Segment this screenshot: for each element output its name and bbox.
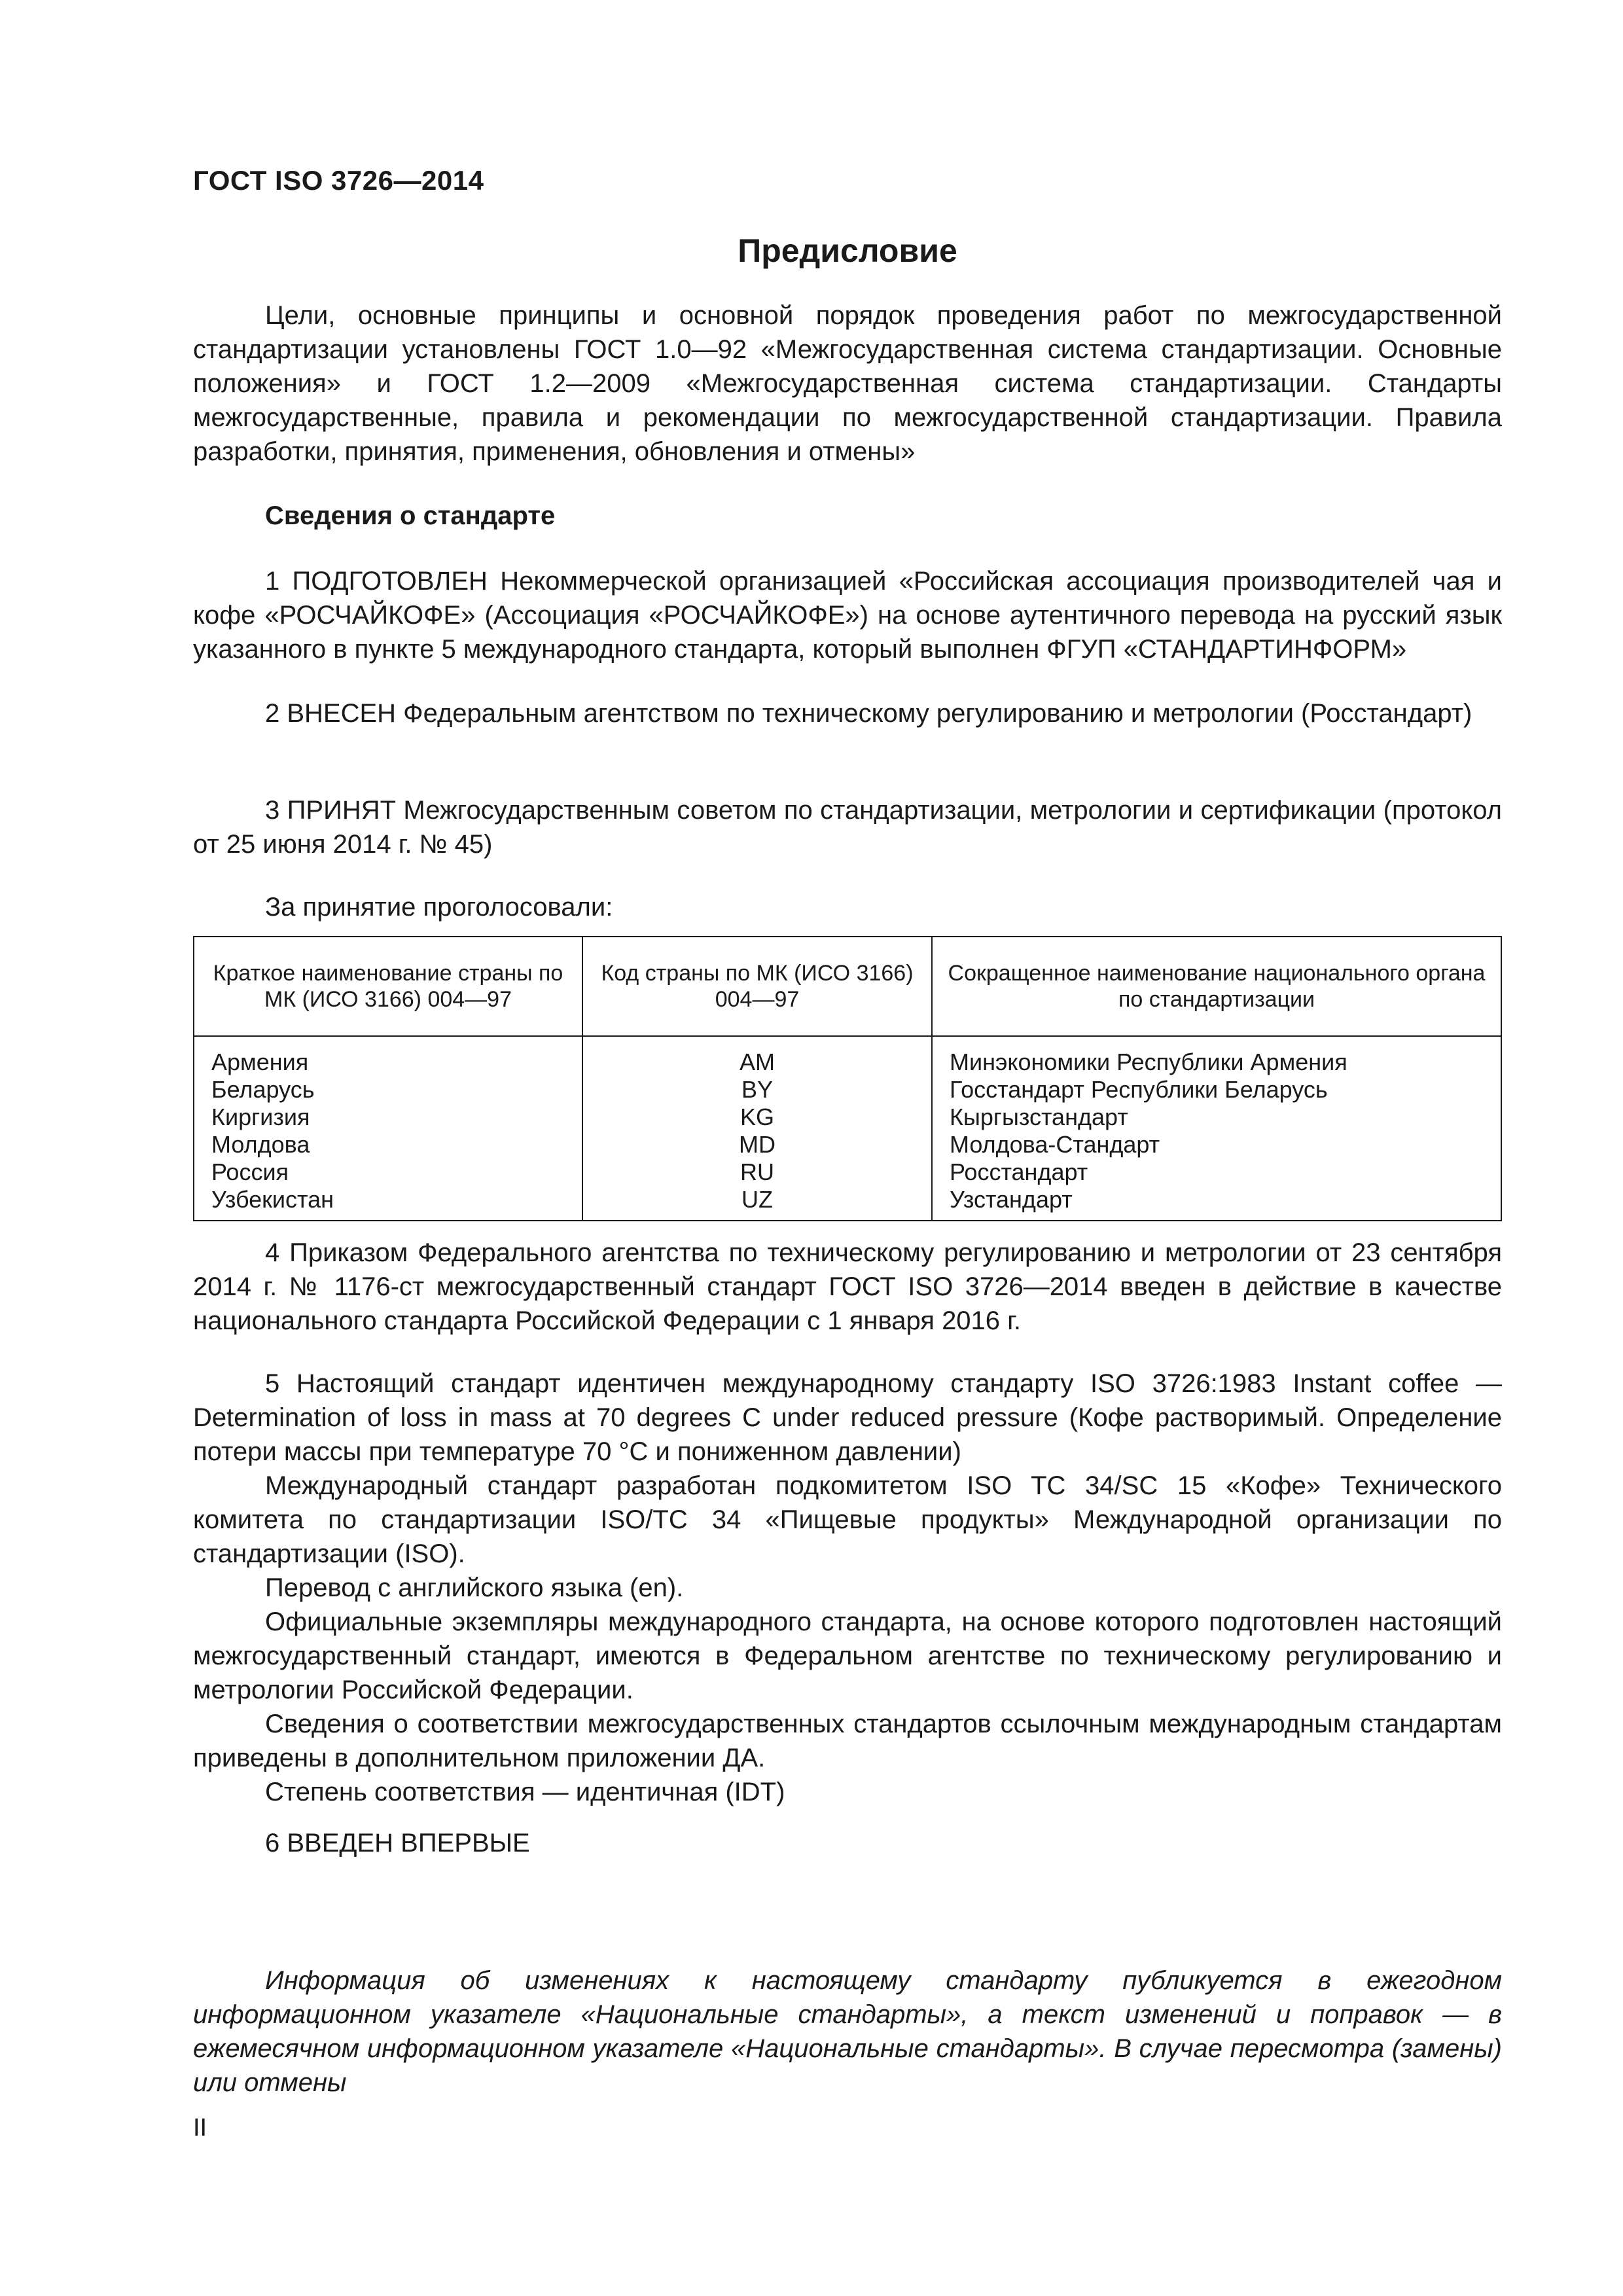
code-cell: RU — [582, 1158, 932, 1186]
table-row — [194, 1131, 1501, 1158]
body-cell: Госстандарт Республики Беларусь — [932, 1076, 1501, 1103]
country-cell: Молдова — [194, 1131, 582, 1158]
code-cell: UZ — [582, 1186, 932, 1221]
page-number: II — [193, 2114, 207, 2142]
code-cell: KG — [582, 1103, 932, 1131]
page-title: Предисловие — [738, 232, 957, 269]
table-row — [194, 1158, 1501, 1186]
item-1-paragraph: 1 ПОДГОТОВЛЕН Некоммерческой организацией «Российская ассоциация производителей чая и кофе «РОСЧАЙКОФЕ» (Ассоциация «РОСЧАЙКОФЕ») на основе аутентичного перевода на русский язык указанного в пункте 5 международного стандарта, который выполнен ФГУП «СТАНДАРТИНФОРМ» — [193, 567, 1502, 664]
document-header: ГОСТ ISO 3726—2014 — [193, 165, 484, 196]
table-header-body: Сокращенное наименование национального органа по стандартизации — [932, 937, 1501, 1036]
item-5-subparagraph: Сведения о соответствии межгосударственных стандартов ссылочным международным стандартам приведены в дополнительном приложении ДА. — [193, 1710, 1502, 1772]
code-cell: MD — [582, 1131, 932, 1158]
changes-notice: Информация об изменениях к настоящему стандарту публикуется в ежегодном информационном указателе «Национальные стандарты», а текст изменений и поправок — в ежемесячном информационном указателе «Национальные стандарты». В случае пересмотра (замены) или отмены — [193, 1966, 1502, 2097]
country-cell: Узбекистан — [194, 1186, 582, 1221]
code-cell: AM — [582, 1036, 932, 1076]
body-cell: Минэкономики Республики Армения — [932, 1036, 1501, 1076]
item-6-paragraph: 6 ВВЕДЕН ВПЕРВЫЕ — [265, 1829, 530, 1857]
country-cell: Армения — [194, 1036, 582, 1076]
table-row — [194, 1036, 1501, 1076]
item-5-section — [193, 1367, 1502, 1809]
item-5-subparagraph: Официальные экземпляры международного стандарта, на основе которого подготовлен настоящий межгосударственный стандарт, имеются в Федеральном агентстве по техническому регулированию и метрологии Российской Федерации. — [193, 1607, 1502, 1704]
body-cell: Молдова-Стандарт — [932, 1131, 1501, 1158]
country-cell: Россия — [194, 1158, 582, 1186]
code-cell: BY — [582, 1076, 932, 1103]
section-heading: Сведения о стандарте — [265, 501, 556, 530]
table-header-code: Код страны по МК (ИСО 3166) 004—97 — [582, 937, 932, 1036]
item-3-paragraph: 3 ПРИНЯТ Межгосударственным советом по стандартизации, метрологии и сертификации (протокол от 25 июня 2014 г. № 45) — [193, 796, 1502, 859]
item-2-paragraph: 2 ВНЕСЕН Федеральным агентством по техническому регулированию и метрологии (Росстандарт) — [265, 699, 1472, 728]
table-header-row — [194, 937, 1501, 1036]
table-header-country: Краткое наименование страны по МК (ИСО 3166) 004—97 — [194, 937, 582, 1036]
intro-paragraph: Цели, основные принципы и основной порядок проведения работ по межгосударственной стандартизации установлены ГОСТ 1.0—92 «Межгосударственная система стандартизации. Основные положения» и ГОСТ 1.2—2009 «Межгосударственная система стандартизации. Стандарты межгосударственные, правила и рекомендации по межгосударственной стандартизации. Правила разработки, принятия, применения, обновления и отмены» — [193, 301, 1502, 466]
item-5-paragraph: 5 Настоящий стандарт идентичен международному стандарту ISO 3726:1983 Instant coffee — Determination of loss in mass at 70 degrees C under reduced pressure (Кофе растворимый. Определение потери массы при температуре 70 °С и пониженном давлении) — [193, 1369, 1502, 1466]
country-cell: Беларусь — [194, 1076, 582, 1103]
table-row — [194, 1186, 1501, 1221]
voted-label: За принятие проголосовали: — [265, 893, 613, 922]
item-5-subparagraph: Степень соответствия — идентичная (IDT) — [265, 1778, 785, 1806]
body-cell: Росстандарт — [932, 1158, 1501, 1186]
table-row — [194, 1076, 1501, 1103]
body-cell: Узстандарт — [932, 1186, 1501, 1221]
item-4-paragraph: 4 Приказом Федерального агентства по техническому регулированию и метрологии от 23 сентября 2014 г. № 1176-ст межгосударственный стандарт ГОСТ ISO 3726—2014 введен в действие в качестве национального стандарта Российской Федерации с 1 января 2016 г. — [193, 1238, 1502, 1335]
country-cell: Киргизия — [194, 1103, 582, 1131]
item-5-subparagraph: Международный стандарт разработан подкомитетом ISO TC 34/SC 15 «Кофе» Технического комитета по стандартизации ISO/TC 34 «Пищевые продукты» Международной организации по стандартизации (ISO). — [193, 1471, 1502, 1568]
body-cell: Кыргызстандарт — [932, 1103, 1501, 1131]
table-row — [194, 1103, 1501, 1131]
voting-table — [193, 936, 1502, 1221]
item-5-subparagraph: Перевод с английского языка (en). — [265, 1573, 684, 1602]
